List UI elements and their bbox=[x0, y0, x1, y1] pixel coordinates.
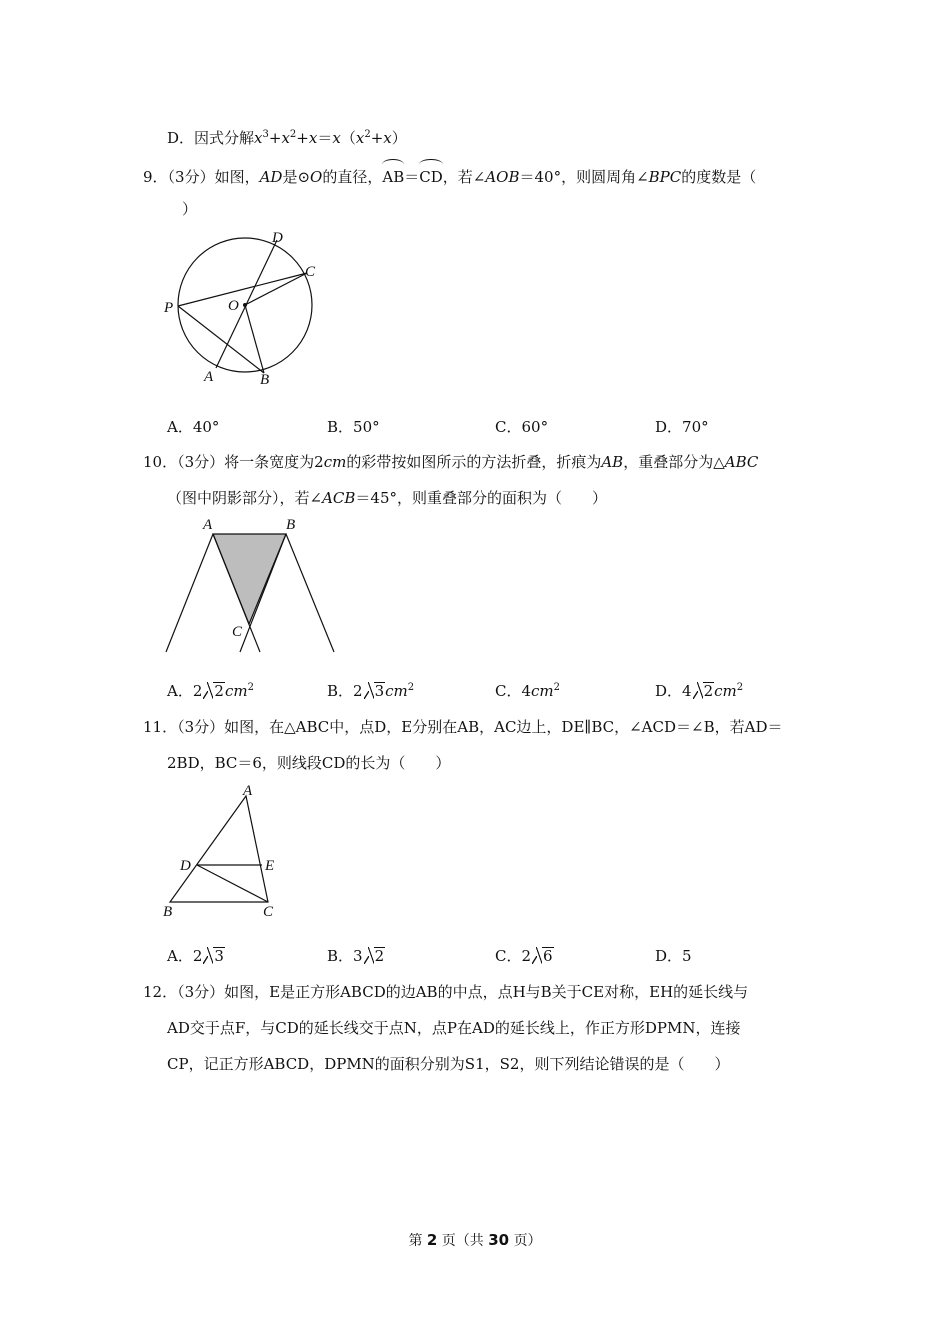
q8-option-d: D．因式分解$x^3+x^2+x=x(x^2+x)$ bbox=[167, 129, 407, 147]
arc-cd: CD bbox=[419, 163, 443, 187]
q9-option-c: C．60° bbox=[495, 418, 549, 436]
q11-option-c: C．2 6 bbox=[495, 947, 553, 965]
q12-stem-2: AD交于点F，与CD的延长线交于点N，点P在AD的延长线上，作正方形DPMN，连接 bbox=[167, 1019, 741, 1037]
q10-option-c: C．$4cm^2$ bbox=[495, 682, 561, 700]
label-b: B bbox=[286, 517, 296, 533]
q9-stem-close: ） bbox=[182, 200, 198, 218]
label-c: C bbox=[263, 904, 274, 920]
label-a: A bbox=[204, 369, 214, 385]
q9-option-d: D．70° bbox=[655, 418, 709, 436]
q11-option-a: A．2 3 bbox=[167, 947, 224, 965]
q10-ribbon-figure bbox=[160, 514, 345, 656]
q10-stem: 10．（3分）将一条宽度为2cm的彩带按如图所示的方法折叠，折痕为AB，重叠部分为△ABC bbox=[143, 453, 759, 471]
total-pages: 30 bbox=[488, 1231, 510, 1249]
q12-stem: 12．（3分）如图，E是正方形ABCD的边AB的中点，点H与B关于CE对称，EH的延长线与 bbox=[143, 983, 749, 1001]
q11-stem: 11．（3分）如图，在△ABC中，点D，E分别在AB，AC边上，DE∥BC，∠ACD＝∠B，若AD＝ bbox=[143, 718, 783, 736]
label-c: C bbox=[232, 624, 243, 640]
q10-stem-2: （图中阴影部分），若∠ACB＝45°，则重叠部分的面积为（ ） bbox=[167, 489, 608, 507]
label-p: P bbox=[164, 300, 174, 316]
q9-option-a: A．40° bbox=[167, 418, 220, 436]
q10-option-d: D．4 $2cm^2$ bbox=[655, 682, 744, 700]
q10-option-b: B．2 $3cm^2$ bbox=[327, 682, 415, 700]
q11-stem-2: 2BD，BC＝6，则线段CD的长为（ ） bbox=[167, 754, 451, 772]
label-o: O bbox=[228, 298, 239, 314]
label-a: A bbox=[243, 783, 253, 799]
page-footer: 第 2 页（共 30 页） bbox=[408, 1231, 542, 1249]
q11-triangle-figure bbox=[160, 782, 290, 922]
q9-option-b: B．50° bbox=[327, 418, 380, 436]
label-b: B bbox=[260, 372, 270, 388]
q11-option-d: D．5 bbox=[655, 947, 692, 965]
arc-ab: AB bbox=[382, 163, 404, 187]
label-d: D bbox=[180, 858, 191, 874]
q9-stem: 9．（3分）如图，AD是⊙O的直径，AB＝CD，若∠AOB＝40°，则圆周角∠BPC的度数是（ bbox=[143, 163, 756, 187]
q9-circle-figure bbox=[160, 228, 340, 393]
label-a: A bbox=[203, 517, 213, 533]
q11-option-b: B．3 2 bbox=[327, 947, 385, 965]
q10-option-a: A．2 $2cm^2$ bbox=[167, 682, 254, 700]
label-e: E bbox=[265, 858, 275, 874]
label-d: D bbox=[272, 230, 283, 246]
current-page: 2 bbox=[426, 1231, 438, 1249]
label-b: B bbox=[163, 904, 173, 920]
label-c: C bbox=[305, 264, 316, 280]
q12-stem-3: CP，记正方形ABCD，DPMN的面积分别为S1，S2，则下列结论错误的是（ ） bbox=[167, 1055, 730, 1073]
